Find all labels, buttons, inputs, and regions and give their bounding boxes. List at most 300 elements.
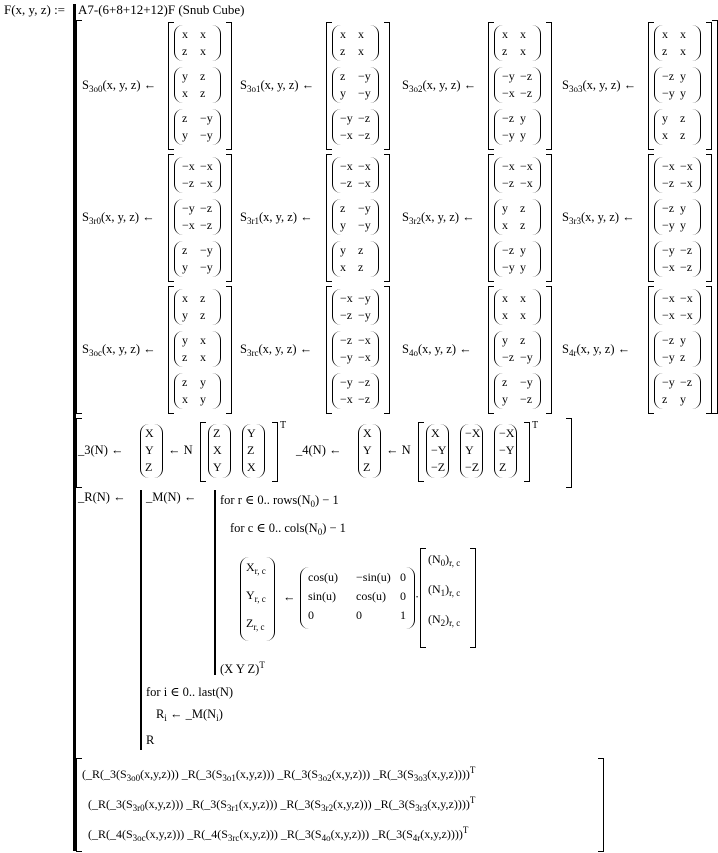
- return-sup: T: [259, 660, 265, 670]
- matrix-cell: y: [680, 218, 686, 232]
- matrix-cell: y: [520, 260, 526, 274]
- pair-right-paren: [532, 67, 541, 103]
- matrix-cell: z: [200, 291, 206, 305]
- rotation-col-cell: Z: [247, 443, 255, 457]
- symmetry-label-base: S: [402, 210, 409, 224]
- matrix-cell: y: [502, 333, 508, 347]
- matrix-cell: y: [200, 375, 206, 389]
- return-vector: [220, 660, 265, 677]
- symmetry-label: [82, 210, 155, 226]
- matrix-cell: y: [340, 218, 346, 232]
- rhs-outer-sub: r, c: [449, 618, 461, 628]
- symmetry-label-args: (x, y, z) ←: [258, 342, 313, 356]
- matrix-cell: x: [502, 218, 508, 232]
- matrix-cell: z: [182, 375, 188, 389]
- symmetry-label-sub: 3r2: [408, 216, 421, 226]
- symmetry-label-args: (x, y, z) ←: [102, 78, 157, 92]
- rotation-arrow: ← N: [386, 443, 411, 457]
- symmetry-label-args: (x, y, z) ←: [101, 342, 156, 356]
- rotation-lhs-cell: Z: [145, 460, 153, 474]
- rotation-inner-lbracket: [200, 422, 206, 482]
- matrix-cell: −x: [182, 218, 195, 232]
- rotation-col-cell: −Z: [465, 460, 480, 474]
- matrix-cell: z: [182, 243, 188, 257]
- rot-matrix-cell: 0: [356, 608, 362, 622]
- matrix-cell: −x: [520, 159, 533, 173]
- return-r: R: [146, 733, 155, 747]
- pair-right-paren: [370, 241, 379, 277]
- return-text: (X Y Z): [220, 662, 260, 677]
- result-sub: 4r: [412, 833, 421, 843]
- matrix-cell: −x: [182, 159, 195, 173]
- symmetry-block: [402, 154, 552, 282]
- prog-lhs-name: Y: [246, 588, 255, 602]
- matrix-cell: −y: [358, 218, 371, 232]
- matrix-cell: y: [520, 111, 526, 125]
- worksheet-title: A7-(6+8+12+12)F (Snub Cube): [78, 2, 245, 17]
- matrix-cell: x: [340, 27, 346, 41]
- matrix-cell: −y: [340, 111, 353, 125]
- matrix-cell: y: [340, 86, 346, 100]
- matrix-cell: −z: [680, 375, 693, 389]
- for-i-line: for i ∈ 0.. last(N): [146, 685, 234, 699]
- matrix-cell: x: [200, 333, 206, 347]
- rhs-open: (N: [428, 612, 441, 626]
- rotation-lhs-cell: Y: [363, 443, 372, 457]
- rot-matrix-cell: −sin(u): [356, 570, 391, 584]
- symmetry-label: [562, 78, 636, 94]
- symmetry-label-args: (x, y, z) ←: [417, 342, 472, 356]
- pair-right-paren: [532, 25, 541, 61]
- for-text: for r ∈ 0.. rows: [220, 493, 298, 507]
- block-right-bracket: [226, 22, 232, 150]
- matrix-cell: −z: [200, 201, 213, 215]
- symmetry-label: [240, 78, 314, 94]
- assign-sub: i: [164, 713, 167, 723]
- for-arg: (N: [297, 493, 311, 507]
- matrix-cell: −z: [358, 111, 371, 125]
- assign-lhs: R: [156, 707, 165, 721]
- rotation-col-cell: Y: [247, 426, 256, 440]
- block-right-bracket: [546, 286, 552, 414]
- pair-right-paren: [212, 199, 221, 235]
- result-seg: (x,y,z)))): [427, 767, 470, 781]
- matrix-cell: −y: [502, 128, 515, 142]
- pair-right-paren: [370, 289, 379, 325]
- symmetry-label-sub: 3oc: [88, 348, 102, 358]
- rotation-lhs-cell: X: [145, 426, 154, 440]
- symmetry-block: [562, 154, 712, 282]
- rotation-col-rparen: [222, 424, 231, 478]
- matrix-cell: −z: [502, 111, 515, 125]
- matrix-cell: −z: [502, 176, 515, 190]
- prog-lhs-sub: r, c: [254, 594, 266, 604]
- rot-matrix-cell: 0: [308, 608, 314, 622]
- result-sub: 3r0: [132, 803, 145, 813]
- symmetry-label-args: (x, y, z) ←: [582, 78, 637, 92]
- symmetry-block: [402, 22, 552, 150]
- function-definition: F(x, y, z) :=: [4, 2, 66, 17]
- matrix-cell: y: [502, 201, 508, 215]
- matrix-cell: z: [502, 44, 508, 58]
- rotation-lhs-cell: Y: [145, 443, 154, 457]
- block-right-bracket: [706, 286, 712, 414]
- symmetry-label-sub: 3o1: [246, 84, 261, 94]
- rot-matrix-cell: cos(u): [308, 570, 338, 584]
- symmetry-label: [240, 342, 312, 358]
- matrix-cell: y: [200, 392, 206, 406]
- pair-right-paren: [532, 331, 541, 367]
- pair-right-paren: [212, 67, 221, 103]
- symmetry-block: [82, 154, 232, 282]
- rot-matrix-cell: cos(u): [356, 589, 386, 603]
- symmetry-block: [562, 286, 712, 414]
- matrix-cell: z: [200, 308, 206, 322]
- block-right-bracket: [706, 154, 712, 282]
- matrix-cell: −y: [340, 350, 353, 364]
- symmetry-label-sub: 3rc: [246, 348, 259, 358]
- pair-right-paren: [370, 373, 379, 409]
- rotation-label: _4(N) ←: [296, 443, 342, 457]
- matrix-cell: z: [182, 111, 188, 125]
- symmetry-block: [240, 286, 390, 414]
- pair-right-paren: [212, 289, 221, 325]
- assign-end: ): [218, 707, 223, 721]
- matrix-cell: −z: [340, 176, 353, 190]
- symmetry-label-args: (x, y, z) ←: [258, 210, 313, 224]
- matrix-cell: z: [680, 350, 686, 364]
- matrix-cell: −y: [200, 243, 213, 257]
- matrix-cell: −y: [200, 128, 213, 142]
- rhs-close: ): [445, 612, 450, 626]
- matrix-cell: y: [680, 86, 686, 100]
- result-sub: 3oc: [132, 833, 146, 843]
- pair-right-paren: [692, 331, 701, 367]
- symmetry-label-base: S: [402, 342, 409, 356]
- matrix-cell: −z: [662, 176, 675, 190]
- symmetry-label-sub: 4o: [408, 348, 418, 358]
- matrix-cell: x: [340, 260, 346, 274]
- block-right-bracket: [384, 22, 390, 150]
- rotation-col-cell: −X: [465, 426, 481, 440]
- symmetry-label-args: (x, y, z) ←: [422, 78, 477, 92]
- matrix-cell: z: [520, 333, 526, 347]
- matrix-cell: y: [520, 128, 526, 142]
- matrix-cell: −z: [662, 69, 675, 83]
- symmetry-block: [82, 286, 232, 414]
- for-arg: (N: [304, 521, 318, 535]
- result-seg: (x,y,z)))): [420, 827, 463, 841]
- result-seg: (x,y,z))) _R(_3(S: [239, 827, 322, 841]
- matrix-cell: −y: [200, 260, 213, 274]
- matrix-cell: −z: [358, 392, 371, 406]
- matrix-cell: −y: [200, 111, 213, 125]
- symmetry-label: [402, 78, 476, 94]
- matrix-cell: z: [182, 350, 188, 364]
- matrix-cell: z: [680, 128, 686, 142]
- matrix-cell: −y: [520, 350, 533, 364]
- result-seg: (_R(_3(S: [88, 797, 133, 811]
- rotation-right-bracket: [566, 418, 572, 488]
- matrix-cell: −z: [520, 86, 533, 100]
- matrix-cell: −z: [520, 69, 533, 83]
- matrix-cell: −x: [662, 291, 675, 305]
- result-sup: T: [469, 795, 476, 805]
- rotation-col-cell: Y: [213, 460, 222, 474]
- rot-matrix-cell: 0: [400, 570, 406, 584]
- matrix-cell: −z: [340, 308, 353, 322]
- rhs-sub: 2: [440, 618, 446, 628]
- prog-lhs-sub: r, c: [253, 622, 265, 632]
- result-seg: (x,y,z))) _R(_3(S: [330, 827, 413, 841]
- rhs-cell: [428, 552, 460, 568]
- matrix-cell: y: [662, 111, 668, 125]
- assign-line: [156, 707, 223, 723]
- symmetry-block: [82, 22, 232, 150]
- for-loop-line: [230, 520, 346, 537]
- transpose-sup: T: [280, 420, 287, 431]
- pair-right-paren: [370, 199, 379, 235]
- matrix-cell: −y: [662, 86, 675, 100]
- matrix-cell: −x: [340, 128, 353, 142]
- matrix-cell: z: [502, 375, 508, 389]
- result-seg: (x,y,z))) _R(_3(S: [144, 797, 227, 811]
- rotation-lhs-cell: X: [363, 426, 372, 440]
- matrix-cell: y: [182, 308, 188, 322]
- symmetry-label-base: S: [562, 210, 569, 224]
- matrix-cell: −y: [662, 375, 675, 389]
- matrix-cell: −z: [680, 243, 693, 257]
- matrix-cell: x: [182, 291, 188, 305]
- rhs-open: (N: [428, 582, 441, 596]
- symmetry-label-base: S: [402, 78, 409, 92]
- result-sub: 3o0: [126, 773, 141, 783]
- pair-right-paren: [692, 157, 701, 193]
- matrix-cell: z: [520, 201, 526, 215]
- symmetry-label: [240, 210, 313, 226]
- matrix-cell: y: [182, 260, 188, 274]
- matrix-cell: −y: [502, 69, 515, 83]
- rotation-arrow: ← N: [168, 443, 193, 457]
- symmetry-block: [562, 22, 712, 150]
- matrix-cell: −y: [662, 243, 675, 257]
- result-sub: 3r3: [415, 803, 428, 813]
- pair-right-paren: [692, 67, 701, 103]
- for-sub: 0: [317, 527, 323, 537]
- block-right-bracket: [546, 154, 552, 282]
- matrix-cell: z: [680, 111, 686, 125]
- matrix-cell: z: [662, 44, 668, 58]
- assign-rhs-sub: i: [216, 713, 219, 723]
- symmetry-label: [82, 78, 156, 94]
- matrix-cell: −x: [358, 333, 371, 347]
- matrix-cell: −y: [182, 201, 195, 215]
- matrix-cell: −x: [340, 159, 353, 173]
- prog-lhs-cell: [246, 560, 266, 576]
- rotation-lhs-cell: Z: [363, 460, 371, 474]
- pair-right-paren: [532, 289, 541, 325]
- symmetry-label: [562, 342, 630, 358]
- matrix-cell: −x: [680, 308, 693, 322]
- result-open: (: [82, 767, 86, 781]
- pair-right-paren: [370, 157, 379, 193]
- rhs-outer-sub: r, c: [449, 558, 461, 568]
- pair-right-paren: [532, 109, 541, 145]
- rot-matrix-cell: 1: [400, 608, 406, 622]
- matrix-cell: x: [662, 128, 668, 142]
- result-sub: 3r1: [226, 803, 239, 813]
- matrix-cell: y: [182, 333, 188, 347]
- result-rbracket: [598, 758, 604, 852]
- rotation-col-cell: −Y: [499, 443, 515, 457]
- matrix-cell: −x: [502, 159, 515, 173]
- for-sub: 0: [310, 499, 315, 509]
- rhs-sub: 1: [440, 588, 446, 598]
- result-row: [88, 795, 475, 813]
- matrix-cell: x: [358, 44, 364, 58]
- matrix-cell: z: [662, 392, 668, 406]
- matrix-cell: −z: [662, 201, 675, 215]
- matrix-cell: −y: [662, 218, 675, 232]
- assign-rhs: ← _M(N: [166, 707, 217, 721]
- result-sub: 4o: [321, 833, 331, 843]
- symmetry-label-base: S: [82, 78, 89, 92]
- rotation-inner-rbracket: [272, 422, 278, 482]
- mult-dot: ·: [415, 590, 420, 604]
- symmetry-label-sub: 3o3: [568, 84, 583, 94]
- matrix-cell: −y: [520, 375, 533, 389]
- symmetry-label-sub: 3o0: [88, 84, 103, 94]
- matrix-cell: x: [502, 308, 508, 322]
- matrix-cell: x: [520, 291, 526, 305]
- result-seg: (x,y,z)))): [427, 797, 470, 811]
- block-right-bracket: [384, 154, 390, 282]
- symmetry-grid-right-bracket: [712, 20, 718, 414]
- matrix-cell: −z: [680, 260, 693, 274]
- rotation-inner-rbracket: [524, 422, 530, 482]
- rotation-col-cell: −X: [499, 426, 515, 440]
- matrix-cell: x: [182, 86, 188, 100]
- pair-right-paren: [212, 331, 221, 367]
- matrix-cell: −z: [182, 176, 195, 190]
- result-sub: 3o3: [413, 773, 428, 783]
- matrix-cell: x: [200, 44, 206, 58]
- matrix-cell: −z: [502, 350, 515, 364]
- prog-lhs-cell: [246, 616, 264, 632]
- matrix-cell: z: [520, 218, 526, 232]
- matrix-cell: y: [680, 201, 686, 215]
- rotation-col-rparen: [256, 424, 265, 478]
- pair-right-paren: [212, 373, 221, 409]
- matrix-cell: −y: [340, 375, 353, 389]
- pair-right-paren: [212, 241, 221, 277]
- prog-lhs-cell: [246, 588, 266, 604]
- rotation-col-cell: X: [431, 426, 440, 440]
- symmetry-label-base: S: [82, 210, 89, 224]
- matrix-cell: −y: [502, 260, 515, 274]
- rotation-col-cell: −Z: [431, 460, 446, 474]
- block-right-bracket: [384, 286, 390, 414]
- symmetry-label-args: (x, y, z) ←: [420, 210, 475, 224]
- matrix-cell: x: [182, 27, 188, 41]
- matrix-cell: −z: [662, 333, 675, 347]
- matrix-cell: z: [200, 69, 206, 83]
- matrix-cell: −x: [358, 350, 371, 364]
- matrix-cell: −x: [200, 159, 213, 173]
- matrix-cell: z: [340, 69, 346, 83]
- program-bar-r: [140, 490, 142, 750]
- pair-right-paren: [692, 199, 701, 235]
- matrix-cell: x: [502, 291, 508, 305]
- matrix-cell: −y: [358, 291, 371, 305]
- matrix-cell: z: [340, 201, 346, 215]
- result-seg: (x,y,z))) _R(_3(S: [331, 767, 414, 781]
- block-right-bracket: [226, 286, 232, 414]
- rotation-col-cell: X: [213, 443, 222, 457]
- symmetry-label-sub: 3r0: [88, 216, 101, 226]
- result-sup: T: [462, 825, 469, 835]
- matrix-cell: −y: [358, 308, 371, 322]
- for-loop-line: [220, 492, 339, 509]
- matrix-cell: −x: [340, 392, 353, 406]
- symmetry-block: [240, 154, 390, 282]
- pair-right-paren: [692, 373, 701, 409]
- matrix-cell: −x: [680, 159, 693, 173]
- pair-right-paren: [692, 109, 701, 145]
- matrix-cell: −z: [520, 392, 533, 406]
- result-sup: T: [469, 765, 476, 775]
- matrix-cell: −y: [358, 201, 371, 215]
- result-seg: (_R(_4(S: [88, 827, 133, 841]
- matrix-cell: x: [520, 44, 526, 58]
- rotation-lhs-rparen: [154, 424, 163, 478]
- matrix-cell: z: [358, 260, 364, 274]
- result-sub: 3rc: [227, 833, 240, 843]
- matrix-cell: −x: [200, 176, 213, 190]
- pair-right-paren: [532, 241, 541, 277]
- rot-matrix-cell: 0: [400, 589, 406, 603]
- rotation-inner-lbracket: [418, 422, 424, 482]
- prog-lhs-sub: r, c: [254, 566, 266, 576]
- matrix-cell: z: [340, 44, 346, 58]
- matrix-cell: x: [520, 27, 526, 41]
- symmetry-block: [240, 22, 390, 150]
- matrix-cell: x: [662, 27, 668, 41]
- matrix-cell: −z: [358, 375, 371, 389]
- pair-right-paren: [212, 157, 221, 193]
- result-seg: _R(_3(S: [86, 767, 127, 781]
- matrix-cell: −x: [680, 176, 693, 190]
- result-seg: (x,y,z))) _R(_3(S: [140, 767, 223, 781]
- symmetry-label-base: S: [82, 342, 89, 356]
- block-right-bracket: [546, 22, 552, 150]
- matrix-cell: −y: [662, 350, 675, 364]
- program-bar-m: [214, 490, 216, 675]
- rhs-close: ): [445, 552, 450, 566]
- symmetry-label-sub: 3r3: [568, 216, 581, 226]
- matrix-cell: −z: [502, 243, 515, 257]
- rhs-outer-sub: r, c: [449, 588, 461, 598]
- matrix-cell: y: [182, 128, 188, 142]
- result-seg: (x,y,z))) _R(_3(S: [333, 797, 416, 811]
- pair-right-paren: [692, 289, 701, 325]
- rotation-label: _3(N) ←: [78, 443, 124, 457]
- matrix-cell: z: [358, 243, 364, 257]
- block-right-bracket: [226, 154, 232, 282]
- matrix-cell: −z: [340, 333, 353, 347]
- result-sub: 3o1: [222, 773, 236, 783]
- rotation-col-cell: Z: [499, 460, 507, 474]
